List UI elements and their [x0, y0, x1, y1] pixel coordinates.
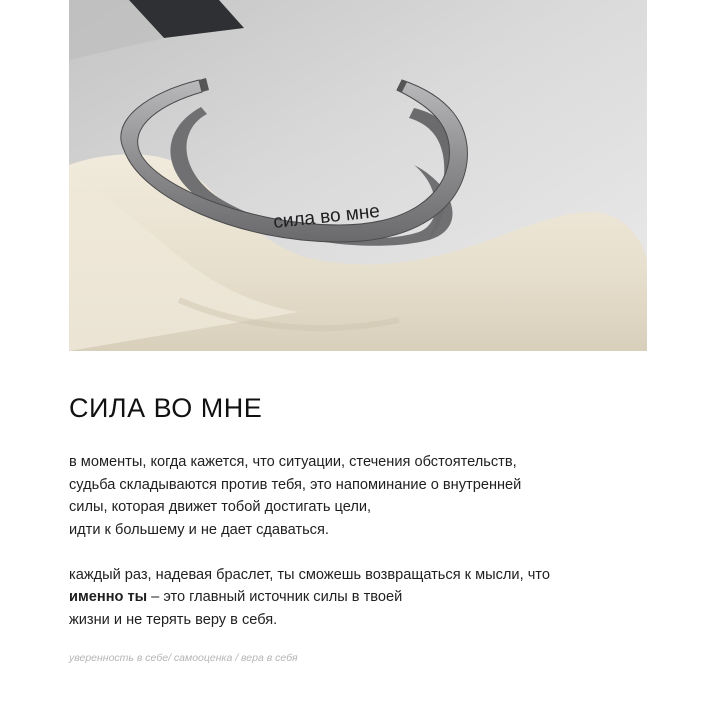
- bracelet-engraving: сила во мне: [272, 200, 381, 233]
- text-line-emphasis: [69, 586, 669, 609]
- text-line: жизни и не терять веру в себя.: [69, 611, 278, 628]
- text-fragment: – это главный источник силы в твоей: [147, 589, 403, 605]
- paragraph-2: [69, 564, 669, 632]
- text-line: в моменты, когда кажется, что ситуации, стечения обстоятельств,: [69, 454, 517, 470]
- description: [69, 451, 669, 631]
- emphasis-text: именно ты: [69, 589, 148, 605]
- text-line: идти к большему и не дает сдаваться.: [69, 521, 329, 538]
- text-line: каждый раз, надевая браслет, ты сможешь возвращаться к мысли, что: [69, 566, 550, 583]
- text-line: судьба складываются против тебя, это напоминание о внутренней: [69, 476, 522, 493]
- hashtags: уверенность в себе/ самооценка / вера в себя: [69, 652, 298, 664]
- page-title: СИЛА ВО МНЕ: [69, 393, 263, 423]
- text-line: силы, которая движет тобой достигать цели,: [69, 499, 372, 515]
- paragraph-1: [69, 451, 669, 541]
- product-photo: [69, 0, 647, 351]
